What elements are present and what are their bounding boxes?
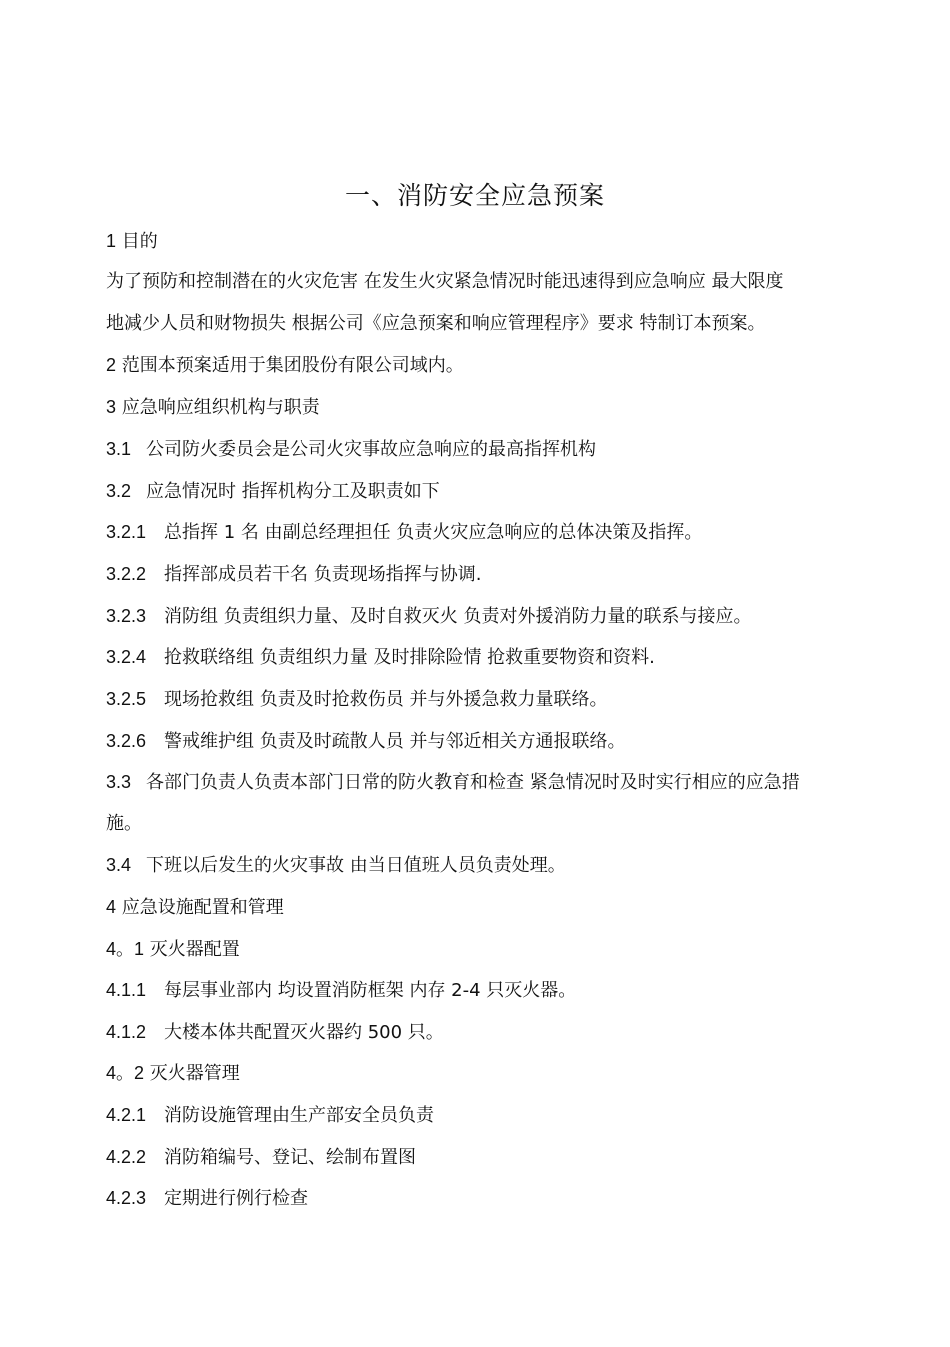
section-text: 大楼本体共配置灭火器约 500 只。 (164, 1022, 444, 1043)
section-number: 4。2 (106, 1063, 145, 1083)
section-line (106, 353, 464, 378)
section-text: 消防组 负责组织力量、及时自救灭火 负责对外援消防力量的联系与接应。 (164, 606, 752, 627)
paragraph-text: 为了预防和控制潜在的火灾危害 在发生火灾紧急情况时能迅速得到应急响应 最大限度 (106, 271, 784, 292)
section-number: 3.3 (106, 772, 132, 792)
section-text: 范围本预案适用于集团股份有限公司域内。 (116, 355, 464, 376)
section-line (106, 687, 607, 712)
section-line (106, 479, 440, 504)
section-line (106, 937, 240, 962)
section-text: 抢救联络组 负责组织力量 及时排除险情 抢救重要物资和资料. (164, 647, 655, 668)
section-text: 每层事业部内 均设置消防框架 内存 2-4 只灭火器。 (164, 980, 577, 1001)
section-number: 4。1 (106, 939, 145, 959)
section-text: 指挥部成员若干名 负责现场指挥与协调. (164, 564, 482, 585)
section-number: 2 (106, 355, 117, 375)
section-line (106, 562, 481, 587)
paragraph-text: 施。 (106, 813, 142, 834)
section-number: 3.2.1 (106, 522, 147, 542)
section-number: 4.1.2 (106, 1022, 147, 1042)
section-number: 4.2.3 (106, 1188, 147, 1208)
section-number: 3.4 (106, 855, 132, 875)
document-title: 一、消防安全应急预案 (344, 181, 605, 210)
section-line (106, 1186, 308, 1211)
section-line (106, 1020, 444, 1045)
section-line (106, 520, 702, 545)
section-line (106, 770, 800, 795)
section-text: 消防设施管理由生产部安全员负责 (164, 1105, 434, 1126)
section-line (106, 1145, 416, 1170)
section-text: 应急情况时 指挥机构分工及职责如下 (146, 481, 440, 502)
section-line (106, 229, 158, 254)
paragraph-line (106, 270, 783, 294)
paragraph-line (106, 812, 142, 836)
section-text: 总指挥 1 名 由副总经理担任 负责火灾应急响应的总体决策及指挥。 (164, 522, 703, 543)
section-number: 3 (106, 397, 117, 417)
section-number: 3.2.4 (106, 647, 147, 667)
section-number: 4.2.2 (106, 1147, 147, 1167)
section-number: 4.2.1 (106, 1105, 147, 1125)
section-number: 3.2 (106, 481, 132, 501)
section-number: 4.1.1 (106, 980, 147, 1000)
section-number: 3.2.3 (106, 606, 147, 626)
section-text: 定期进行例行检查 (164, 1188, 308, 1209)
section-line (106, 437, 596, 462)
section-line (106, 1103, 434, 1128)
section-line (106, 1061, 240, 1086)
section-number: 3.2.2 (106, 564, 147, 584)
section-text: 现场抢救组 负责及时抢救伤员 并与外援急救力量联络。 (164, 689, 608, 710)
section-text: 警戒维护组 负责及时疏散人员 并与邻近相关方通报联络。 (164, 731, 626, 752)
section-line (106, 729, 625, 754)
paragraph-text: 地减少人员和财物损失 根据公司《应急预案和响应管理程序》要求 特制订本预案。 (106, 313, 766, 334)
section-number: 4 (106, 897, 117, 917)
section-text: 各部门负责人负责本部门日常的防火教育和检查 紧急情况时及时实行相应的应急措 (146, 772, 800, 793)
section-line (106, 645, 655, 670)
section-number: 3.2.6 (106, 731, 147, 751)
paragraph-line (106, 312, 765, 336)
section-text: 灭火器管理 (144, 1063, 240, 1084)
section-number: 1 (106, 231, 117, 251)
section-text: 应急设施配置和管理 (116, 897, 284, 918)
section-line (106, 895, 284, 920)
section-number: 3.1 (106, 439, 132, 459)
section-text: 目的 (116, 231, 158, 252)
section-text: 下班以后发生的火灾事故 由当日值班人员负责处理。 (146, 855, 566, 876)
section-line (106, 604, 751, 629)
section-line (106, 978, 576, 1003)
section-text: 应急响应组织机构与职责 (116, 397, 320, 418)
section-line (106, 853, 566, 878)
section-number: 3.2.5 (106, 689, 147, 709)
section-text: 灭火器配置 (144, 939, 240, 960)
section-text: 消防箱编号、登记、绘制布置图 (164, 1147, 416, 1168)
section-line (106, 395, 320, 420)
section-text: 公司防火委员会是公司火灾事故应急响应的最高指挥机构 (146, 439, 596, 460)
